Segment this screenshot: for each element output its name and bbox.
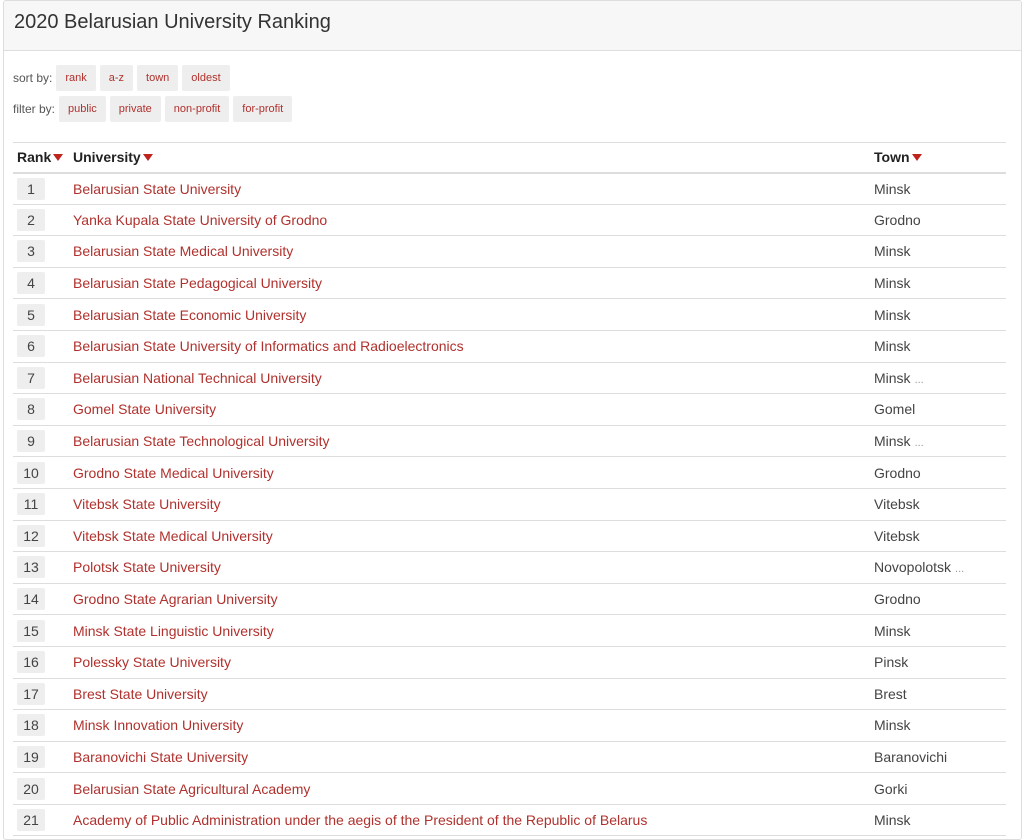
university-link[interactable]: Belarusian State University	[73, 180, 242, 197]
town-cell	[872, 804, 1006, 836]
town-cell	[872, 678, 1006, 710]
rank-cell	[13, 804, 73, 836]
town-name: Minsk	[874, 306, 911, 323]
university-column-header[interactable]	[73, 143, 872, 173]
town-name: Minsk	[874, 338, 911, 355]
more-towns-indicator[interactable]: ...	[914, 373, 924, 386]
table-row	[13, 330, 1006, 362]
rank-badge: 18	[17, 714, 45, 736]
rank-cell	[13, 362, 73, 394]
town-cell	[872, 267, 1006, 299]
university-link[interactable]: Belarusian State Pedagogical University	[73, 275, 323, 292]
rank-cell	[13, 741, 73, 773]
panel-header	[4, 1, 1021, 51]
town-name: Gorki	[874, 780, 908, 797]
table-row	[13, 173, 1006, 205]
table-row	[13, 773, 1006, 805]
town-cell	[872, 204, 1006, 236]
university-link[interactable]: Academy of Public Administration under the aegis of the President of the Republic of Belarus	[73, 812, 648, 829]
town-name: Vitebsk	[874, 527, 920, 544]
page-title: 2020 Belarusian University Ranking	[14, 11, 331, 33]
table-row	[13, 583, 1006, 615]
controls	[13, 65, 296, 127]
town-cell	[872, 394, 1006, 426]
town-name: Minsk	[874, 275, 911, 292]
filter-label: filter by:	[13, 102, 56, 116]
sort-arrow-down-icon	[53, 154, 63, 161]
town-name: Grodno	[874, 591, 921, 608]
rank-cell	[13, 204, 73, 236]
rank-cell	[13, 394, 73, 426]
filter-controls	[13, 96, 296, 122]
table-row	[13, 710, 1006, 742]
town-cell	[872, 615, 1006, 647]
rank-cell	[13, 520, 73, 552]
university-cell	[73, 678, 872, 710]
filter-private-button[interactable]: private	[110, 96, 161, 122]
town-name: Minsk	[874, 243, 911, 260]
town-cell	[872, 773, 1006, 805]
sort-arrow-down-icon	[912, 154, 922, 161]
rank-cell	[13, 330, 73, 362]
university-link[interactable]: Baranovichi State University	[73, 748, 249, 765]
town-name: Minsk	[874, 622, 911, 639]
rank-badge: 1	[17, 178, 45, 200]
table-row	[13, 552, 1006, 584]
town-name: Novopolotsk	[874, 559, 952, 576]
sort-oldest-button[interactable]: oldest	[182, 65, 229, 91]
town-cell	[872, 173, 1006, 205]
town-name: Minsk	[874, 180, 911, 197]
table-row	[13, 267, 1006, 299]
table-body	[13, 173, 1006, 836]
university-link[interactable]: Vitebsk State Medical University	[73, 527, 273, 544]
university-link[interactable]: Polessky State University	[73, 654, 231, 671]
sort-controls	[13, 65, 296, 91]
rank-cell	[13, 615, 73, 647]
town-cell	[872, 552, 1006, 584]
university-link[interactable]: Minsk State Linguistic University	[73, 622, 274, 639]
town-cell	[872, 425, 1006, 457]
rank-badge: 14	[17, 588, 45, 610]
university-link[interactable]: Belarusian State Economic University	[73, 306, 307, 323]
rank-badge: 19	[17, 746, 45, 768]
university-cell	[73, 330, 872, 362]
town-cell	[872, 710, 1006, 742]
table-row	[13, 615, 1006, 647]
filter-nonprofit-button[interactable]: non-profit	[165, 96, 229, 122]
university-link[interactable]: Belarusian State University of Informatics and Radioelectronics	[73, 338, 464, 355]
rank-badge: 10	[17, 462, 45, 484]
sort-rank-button[interactable]: rank	[56, 65, 95, 91]
university-cell	[73, 583, 872, 615]
rank-badge: 20	[17, 778, 45, 800]
university-cell	[73, 173, 872, 205]
university-link[interactable]: Polotsk State University	[73, 559, 221, 576]
university-link[interactable]: Belarusian State Technological University	[73, 433, 330, 450]
table-row	[13, 488, 1006, 520]
university-cell	[73, 520, 872, 552]
filter-forprofit-button[interactable]: for-profit	[233, 96, 292, 122]
town-cell	[872, 741, 1006, 773]
university-cell	[73, 710, 872, 742]
university-cell	[73, 488, 872, 520]
town-name: Gomel	[874, 401, 916, 418]
table-row	[13, 204, 1006, 236]
town-cell	[872, 236, 1006, 268]
university-cell	[73, 457, 872, 489]
rank-column-header[interactable]	[13, 143, 73, 173]
university-cell	[73, 552, 872, 584]
rank-badge: 2	[17, 209, 45, 231]
town-name: Grodno	[874, 464, 921, 481]
university-link[interactable]: Grodno State Agrarian University	[73, 591, 278, 608]
rank-badge: 7	[17, 367, 45, 389]
sort-arrow-down-icon	[143, 154, 153, 161]
university-cell	[73, 236, 872, 268]
town-name: Minsk	[874, 812, 911, 829]
rank-cell	[13, 710, 73, 742]
university-link[interactable]: Brest State University	[73, 685, 208, 702]
university-cell	[73, 646, 872, 678]
town-cell	[872, 520, 1006, 552]
rank-badge: 17	[17, 683, 45, 705]
filter-public-button[interactable]: public	[59, 96, 106, 122]
rank-badge: 9	[17, 430, 45, 452]
town-name: Grodno	[874, 211, 921, 228]
table-row	[13, 678, 1006, 710]
rank-badge: 16	[17, 651, 45, 673]
university-link[interactable]: Grodno State Medical University	[73, 464, 274, 481]
table-row	[13, 236, 1006, 268]
table-row	[13, 457, 1006, 489]
university-link[interactable]: Vitebsk State University	[73, 496, 221, 513]
town-cell	[872, 299, 1006, 331]
university-link[interactable]: Belarusian State Agricultural Academy	[73, 780, 311, 797]
university-cell	[73, 741, 872, 773]
town-name: Vitebsk	[874, 496, 920, 513]
town-name: Pinsk	[874, 654, 909, 671]
town-name: Minsk	[874, 433, 911, 450]
table-row	[13, 362, 1006, 394]
rank-badge: 13	[17, 556, 45, 578]
town-cell	[872, 362, 1006, 394]
table-row	[13, 741, 1006, 773]
table-row	[13, 394, 1006, 426]
rank-cell	[13, 773, 73, 805]
university-cell	[73, 267, 872, 299]
table-row	[13, 425, 1006, 457]
town-name: Brest	[874, 685, 907, 702]
rank-cell	[13, 267, 73, 299]
town-name: Minsk	[874, 369, 911, 386]
rank-cell	[13, 488, 73, 520]
university-header-label: University	[73, 149, 141, 166]
university-cell	[73, 204, 872, 236]
rank-badge: 4	[17, 272, 45, 294]
sort-az-button[interactable]: a-z	[100, 65, 133, 91]
sort-label: sort by:	[13, 71, 53, 85]
town-cell	[872, 457, 1006, 489]
rank-cell	[13, 425, 73, 457]
rank-cell	[13, 299, 73, 331]
town-cell	[872, 488, 1006, 520]
rank-badge: 11	[17, 493, 45, 515]
university-cell	[73, 804, 872, 836]
sort-town-button[interactable]: town	[137, 65, 178, 91]
table-row	[13, 804, 1006, 836]
university-link[interactable]: Belarusian National Technical University	[73, 369, 322, 386]
rank-cell	[13, 646, 73, 678]
rank-badge: 15	[17, 620, 45, 642]
university-cell	[73, 425, 872, 457]
more-towns-indicator[interactable]: ...	[914, 437, 924, 450]
rank-cell	[13, 583, 73, 615]
rank-header-label: Rank	[17, 149, 52, 166]
town-header-label: Town	[874, 149, 910, 166]
ranking-table	[13, 142, 1006, 836]
rank-cell	[13, 457, 73, 489]
university-cell	[73, 773, 872, 805]
university-link[interactable]: Belarusian State Medical University	[73, 243, 294, 260]
town-name: Minsk	[874, 717, 911, 734]
rank-badge: 12	[17, 525, 45, 547]
town-name: Baranovichi	[874, 748, 948, 765]
town-cell	[872, 583, 1006, 615]
rank-cell	[13, 236, 73, 268]
university-link[interactable]: Yanka Kupala State University of Grodno	[73, 211, 328, 228]
university-cell	[73, 299, 872, 331]
table-row	[13, 520, 1006, 552]
university-cell	[73, 362, 872, 394]
town-cell	[872, 330, 1006, 362]
rank-cell	[13, 678, 73, 710]
rank-badge: 5	[17, 304, 45, 326]
town-cell	[872, 646, 1006, 678]
university-cell	[73, 394, 872, 426]
rank-cell	[13, 552, 73, 584]
university-link[interactable]: Minsk Innovation University	[73, 717, 244, 734]
rank-badge: 21	[17, 809, 45, 831]
table-row	[13, 299, 1006, 331]
university-cell	[73, 615, 872, 647]
university-link[interactable]: Gomel State University	[73, 401, 217, 418]
rank-badge: 6	[17, 335, 45, 357]
town-column-header[interactable]	[872, 143, 1006, 173]
rank-badge: 3	[17, 240, 45, 262]
table-header-row	[13, 143, 1006, 173]
table-row	[13, 646, 1006, 678]
rank-cell	[13, 173, 73, 205]
rank-badge: 8	[17, 398, 45, 420]
more-towns-indicator[interactable]: ...	[955, 563, 965, 576]
